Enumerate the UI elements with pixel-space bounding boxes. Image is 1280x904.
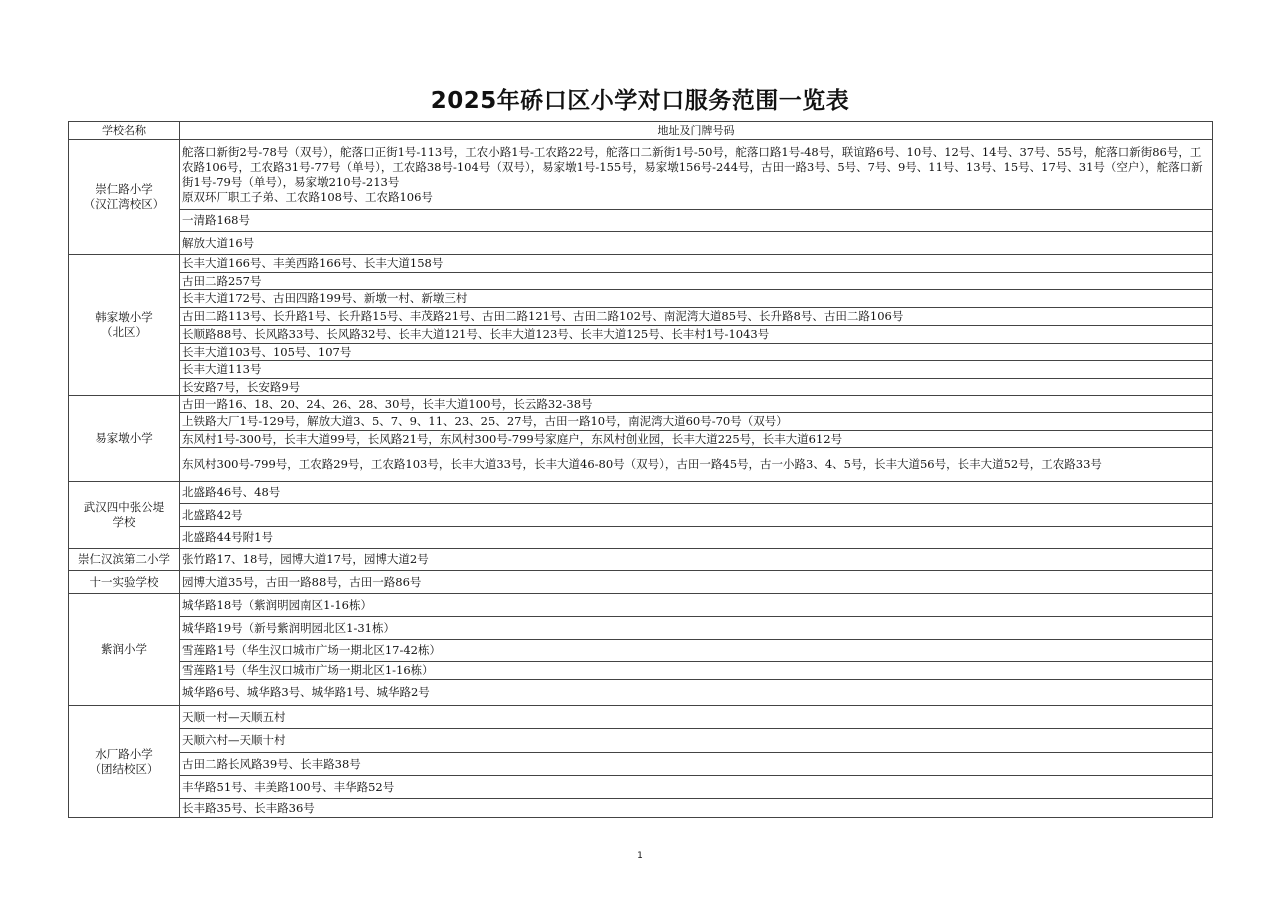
address-cell: 解放大道16号: [180, 232, 1213, 255]
service-range-table: [68, 121, 1213, 818]
table-row: [69, 308, 1213, 326]
table-row: [69, 640, 1213, 662]
table-row: [69, 448, 1213, 482]
address-cell: 古田一路16、18、20、24、26、28、30号，长丰大道100号，长云路32-38号: [180, 396, 1213, 413]
table-row: [69, 662, 1213, 680]
school-name-cell: 韩家墩小学 （北区）: [69, 255, 180, 396]
table-row: [69, 413, 1213, 431]
address-cell: 长丰大道103号、105号、107号: [180, 344, 1213, 361]
table-row: [69, 344, 1213, 361]
table-row: [69, 680, 1213, 706]
table-row: [69, 753, 1213, 776]
table-row: [69, 396, 1213, 413]
table-row: [69, 482, 1213, 504]
table-header-row: [69, 122, 1213, 140]
school-name-cell: 十一实验学校: [69, 571, 180, 594]
address-cell: 北盛路44号附1号: [180, 527, 1213, 549]
address-cell: 长丰路35号、长丰路36号: [180, 799, 1213, 818]
table-row: [69, 361, 1213, 379]
address-cell: 古田二路113号、长升路1号、长升路15号、丰茂路21号、古田二路121号、古田二路102号、南泥湾大道85号、长升路8号、古田二路106号: [180, 308, 1213, 326]
address-cell: 长安路7号，长安路9号: [180, 379, 1213, 396]
table-body: [69, 140, 1213, 818]
address-cell: 东风村300号-799号，工农路29号，工农路103号，长丰大道33号，长丰大道46-80号（双号），古田一路45号，古一小路3、4、5号，长丰大道56号，长丰大道52号，工农路33号: [180, 448, 1213, 482]
table-row: [69, 571, 1213, 594]
document-title: 2025年硚口区小学对口服务范围一览表: [430, 88, 850, 114]
address-cell: 东风村1号-300号，长丰大道99号，长风路21号，东风村300号-799号家庭户，东风村创业园，长丰大道225号，长丰大道612号: [180, 431, 1213, 448]
address-cell: 长丰大道166号、丰美西路166号、长丰大道158号: [180, 255, 1213, 273]
table-row: [69, 232, 1213, 255]
address-cell: 城华路6号、城华路3号、城华路1号、城华路2号: [180, 680, 1213, 706]
table-row: [69, 326, 1213, 344]
header-address: 地址及门牌号码: [180, 122, 1213, 140]
table-row: [69, 799, 1213, 818]
address-cell: 雪莲路1号（华生汉口城市广场一期北区17-42栋）: [180, 640, 1213, 662]
address-cell: 舵落口新街2号-78号（双号），舵落口正街1号-113号，工农小路1号-工农路22号，舵落口二新街1号-50号，舵落口路1号-48号，联谊路6号、10号、12号、14号、37号、55号，舵落口新街86号，工农路106号，工农路31号-77号（单号），工农路38号-104号（双号），易家墩1号-155号，易家墩156号-244号，古田一路3号、5号、7号、9号、11号、13号、15号、17号、31号（空户），舵落口新街1号-79号（单号），易家墩210号-213号 原双环厂职工子弟、工农路108号、工农路106号: [180, 140, 1213, 210]
school-name-cell: 崇仁汉滨第二小学: [69, 549, 180, 571]
page-number: 1: [637, 851, 643, 861]
address-cell: 一清路168号: [180, 210, 1213, 232]
table-row: [69, 140, 1213, 210]
address-cell: 北盛路42号: [180, 504, 1213, 527]
address-cell: 长丰大道172号、古田四路199号、新墩一村、新墩三村: [180, 290, 1213, 308]
table-row: [69, 706, 1213, 729]
header-school-name: 学校名称: [69, 122, 180, 140]
address-cell: 雪莲路1号（华生汉口城市广场一期北区1-16栋）: [180, 662, 1213, 680]
school-name-cell: 水厂路小学 （团结校区）: [69, 706, 180, 818]
school-name-cell: 易家墩小学: [69, 396, 180, 482]
table-row: [69, 527, 1213, 549]
table-row: [69, 210, 1213, 232]
address-cell: 城华路19号（新号紫润明园北区1-31栋）: [180, 617, 1213, 640]
table-row: [69, 549, 1213, 571]
address-cell: 城华路18号（紫润明园南区1-16栋）: [180, 594, 1213, 617]
table-row: [69, 729, 1213, 753]
address-cell: 天顺六村—天顺十村: [180, 729, 1213, 753]
school-name-cell: 紫润小学: [69, 594, 180, 706]
address-cell: 长丰大道113号: [180, 361, 1213, 379]
address-cell: 北盛路46号、48号: [180, 482, 1213, 504]
table-row: [69, 431, 1213, 448]
address-cell: 长顺路88号、长风路33号、长风路32号、长丰大道121号、长丰大道123号、长丰大道125号、长丰村1号-1043号: [180, 326, 1213, 344]
address-cell: 丰华路51号、丰美路100号、丰华路52号: [180, 776, 1213, 799]
school-name-cell: 崇仁路小学 （汉江湾校区）: [69, 140, 180, 255]
school-name-cell: 武汉四中张公堤 学校: [69, 482, 180, 549]
table-row: [69, 776, 1213, 799]
address-cell: 古田二路长风路39号、长丰路38号: [180, 753, 1213, 776]
address-cell: 古田二路257号: [180, 273, 1213, 290]
address-cell: 天顺一村—天顺五村: [180, 706, 1213, 729]
address-cell: 园博大道35号，古田一路88号，古田一路86号: [180, 571, 1213, 594]
table-row: [69, 273, 1213, 290]
address-cell: 上铁路大厂1号-129号，解放大道3、5、7、9、11、23、25、27号，古田一路10号，南泥湾大道60号-70号（双号）: [180, 413, 1213, 431]
table-row: [69, 617, 1213, 640]
address-cell: 张竹路17、18号，园博大道17号，园博大道2号: [180, 549, 1213, 571]
table-row: [69, 504, 1213, 527]
table-row: [69, 255, 1213, 273]
table-row: [69, 594, 1213, 617]
table-row: [69, 379, 1213, 396]
table-row: [69, 290, 1213, 308]
